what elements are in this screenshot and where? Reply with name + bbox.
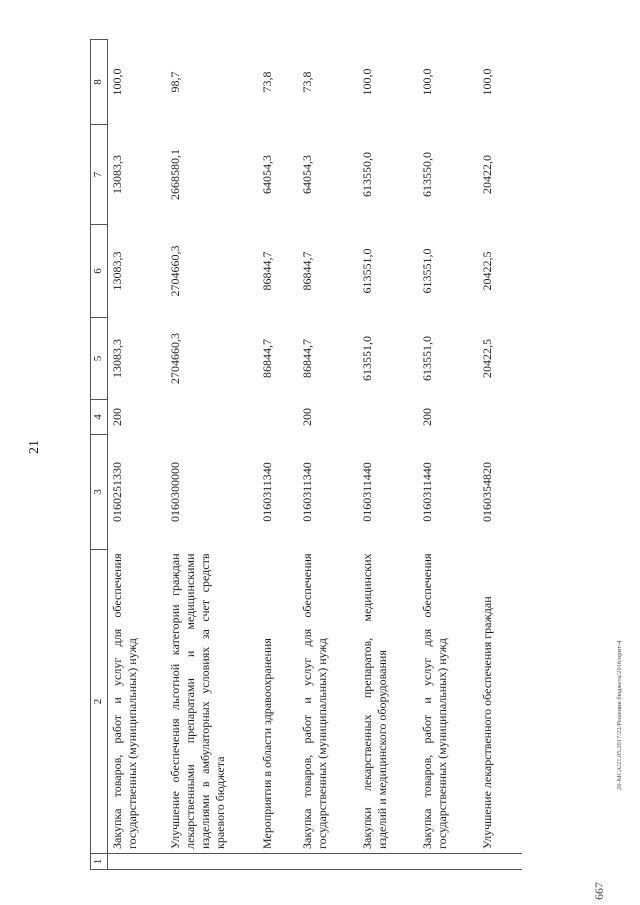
row-index-cell bbox=[298, 854, 358, 870]
row-code: 0160311440 bbox=[420, 462, 434, 522]
row-value-8: 73,8 bbox=[260, 71, 274, 93]
column-header: 2 bbox=[91, 550, 108, 854]
row-index-cell bbox=[418, 854, 478, 870]
row-index-cell bbox=[166, 854, 258, 870]
row-value-6: 20422,5 bbox=[480, 251, 494, 291]
row-value-8: 73,8 bbox=[300, 71, 314, 93]
row-index-cell bbox=[258, 854, 298, 870]
row-type bbox=[258, 400, 298, 435]
row-value-5: 2704660,3 bbox=[168, 333, 182, 384]
table-row bbox=[258, 40, 298, 870]
column-header: 3 bbox=[91, 435, 108, 550]
row-name: Мероприятия в области здравоохранения bbox=[260, 638, 274, 849]
budget-table-rotated bbox=[90, 40, 580, 870]
column-header: 7 bbox=[91, 125, 108, 225]
row-value-7: 13083,3 bbox=[110, 155, 124, 194]
row-index-cell bbox=[478, 854, 522, 870]
row-index-cell bbox=[358, 854, 418, 870]
table-row bbox=[418, 40, 478, 870]
row-value-8: 100,0 bbox=[110, 68, 124, 96]
column-header: 4 bbox=[91, 400, 108, 435]
row-name: Закупка товаров, работ и услуг для обеспечения государственных (муниципальных) нужд bbox=[300, 553, 329, 849]
budget-table bbox=[90, 39, 522, 870]
table-row bbox=[298, 40, 358, 870]
row-code: 0160311340 bbox=[260, 462, 274, 522]
file-path-footer: 20-МСА/21.05.2017/22/Решения бюджета/2016/орит-4 bbox=[616, 640, 623, 790]
row-value-7: 20422,0 bbox=[480, 155, 494, 194]
page-number: 21 bbox=[27, 440, 42, 454]
row-value-5: 86844,7 bbox=[260, 339, 274, 378]
row-value-5: 613551,0 bbox=[420, 336, 434, 381]
row-name: Улучшение обеспечения льготной категории граждан лекарственными препаратами и медицинскими изделиями в амбулаторных условиях за счет средств краевого бюджета bbox=[168, 553, 227, 849]
row-value-7: 64054,3 bbox=[260, 155, 274, 194]
table-row bbox=[358, 40, 418, 870]
row-type bbox=[166, 400, 258, 435]
row-type: 200 bbox=[420, 408, 434, 426]
row-type: 200 bbox=[300, 408, 314, 426]
row-value-5: 13083,3 bbox=[110, 339, 124, 378]
row-code: 0160311340 bbox=[300, 462, 314, 522]
row-value-8: 100,0 bbox=[480, 68, 494, 96]
row-type: 200 bbox=[110, 408, 124, 426]
column-header: 1 bbox=[91, 854, 108, 870]
row-type bbox=[358, 400, 418, 435]
column-header: 6 bbox=[91, 225, 108, 318]
row-type bbox=[478, 400, 522, 435]
row-value-7: 613550,0 bbox=[420, 152, 434, 197]
sheet-number: 667 bbox=[592, 882, 606, 900]
row-value-5: 86844,7 bbox=[300, 339, 314, 378]
row-value-8: 100,0 bbox=[420, 68, 434, 96]
row-value-7: 2668580,1 bbox=[168, 149, 182, 200]
row-code: 0160311440 bbox=[360, 462, 374, 522]
row-value-8: 98,7 bbox=[168, 71, 182, 93]
table-row bbox=[166, 40, 258, 870]
row-name: Закупка товаров, работ и услуг для обеспечения государственных (муниципальных) нужд bbox=[420, 553, 449, 849]
row-value-6: 13083,3 bbox=[110, 251, 124, 291]
row-code: 0160300000 bbox=[168, 462, 182, 522]
row-name: Закупки лекарственных препаратов, медицинских изделий и медицинского оборудования bbox=[360, 553, 389, 849]
row-name: Улучшение лекарственного обеспечения граждан bbox=[480, 596, 494, 849]
table-row bbox=[478, 40, 522, 870]
table-row bbox=[108, 40, 167, 870]
row-code: 0160354820 bbox=[480, 462, 494, 522]
row-value-5: 20422,5 bbox=[480, 339, 494, 378]
row-index-cell bbox=[108, 854, 167, 870]
header-row bbox=[91, 40, 108, 870]
row-value-6: 613551,0 bbox=[420, 248, 434, 294]
row-name: Закупка товаров, работ и услуг для обеспечения государственных (муниципальных) нужд bbox=[110, 553, 139, 849]
row-value-7: 613550,0 bbox=[360, 152, 374, 197]
row-code: 0160251330 bbox=[110, 462, 124, 522]
row-value-8: 100,0 bbox=[360, 68, 374, 96]
column-header: 5 bbox=[91, 318, 108, 400]
row-value-6: 613551,0 bbox=[360, 248, 374, 294]
column-header: 8 bbox=[91, 40, 108, 125]
row-value-6: 2704660,3 bbox=[168, 245, 182, 297]
row-value-6: 86844,7 bbox=[260, 251, 274, 291]
row-value-7: 64054,3 bbox=[300, 155, 314, 194]
row-value-6: 86844,7 bbox=[300, 251, 314, 291]
row-value-5: 613551,0 bbox=[360, 336, 374, 381]
